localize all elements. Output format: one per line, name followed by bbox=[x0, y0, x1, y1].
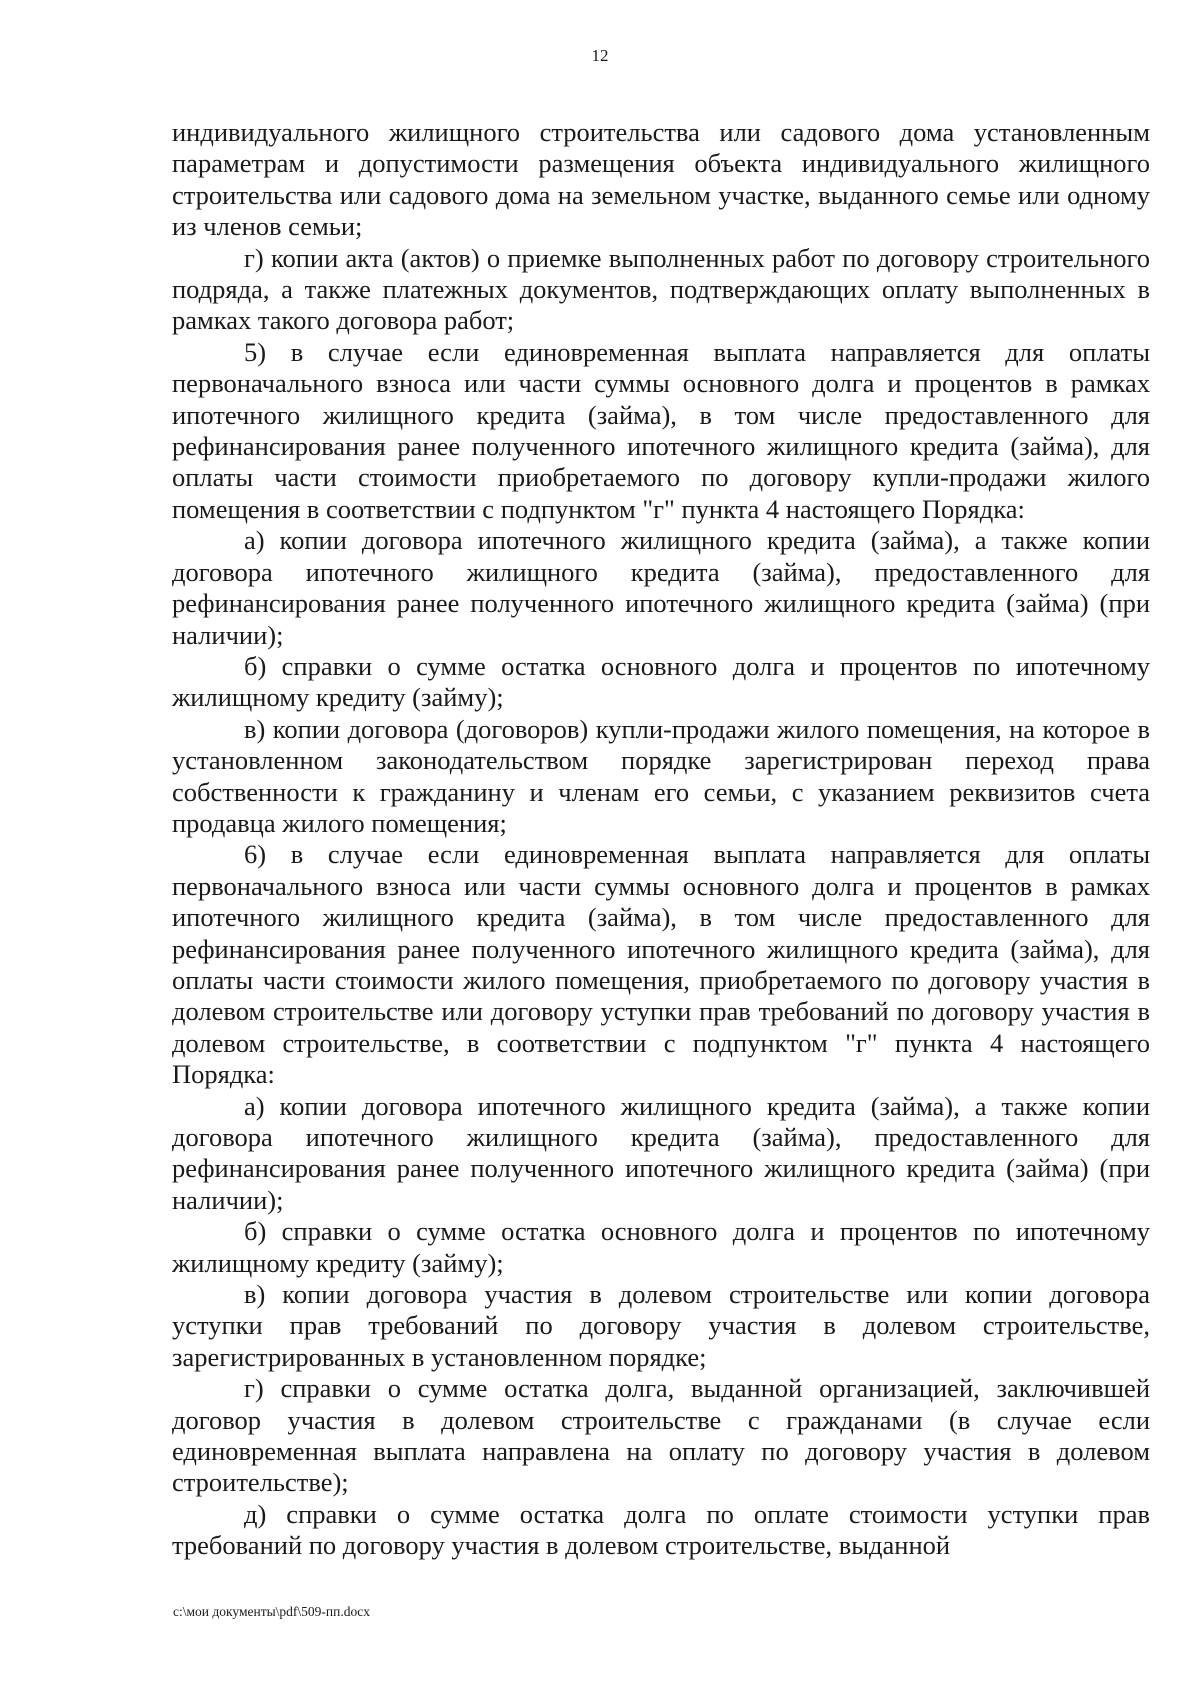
paragraph-item-6g-developer-certificate: г) справки о сумме остатка долга, выданной организацией, заключившей договор участия в долевом строительстве с гражданами (в случае если единовременная выплата направлена на оплату по договору участия в долевом строительстве); bbox=[172, 1373, 1150, 1498]
document-body bbox=[172, 117, 1150, 1562]
paragraph-item-6b-debt-certificate: б) справки о сумме остатка основного долга и процентов по ипотечному жилищному кредиту (займу); bbox=[172, 1216, 1150, 1278]
paragraph-item-g-act-copies: г) копии акта (актов) о приемке выполненных работ по договору строительного подряда, а также платежных документов, подтверждающих оплату выполненных в рамках такого договора работ; bbox=[172, 242, 1150, 336]
page-number: 12 bbox=[591, 46, 609, 65]
footer-file-path: c:\мои документы\pdf\509-пп.docx bbox=[173, 1604, 370, 1619]
paragraph-item-5a-loan-agreement: а) копии договора ипотечного жилищного кредита (займа), а также копии договора ипотечного жилищного кредита (займа), предоставленного для рефинансирования ранее полученного ипотечного жилищного кредита (займа) (при наличии); bbox=[172, 525, 1150, 650]
paragraph-continuation: индивидуального жилищного строительства или садового дома установленным параметрам и допустимости размещения объекта индивидуального жилищного строительства или садового дома на земельном участке, выданного семье или одному из членов семьи; bbox=[172, 117, 1150, 242]
paragraph-item-6v-participation-contract: в) копии договора участия в долевом строительстве или копии договора уступки прав требований по договору участия в долевом строительстве, зарегистрированных в установленном порядке; bbox=[172, 1279, 1150, 1372]
paragraph-item-6d-assignment-certificate: д) справки о сумме остатка долга по оплате стоимости уступки прав требований по договору участия в долевом строительстве, выданной bbox=[172, 1498, 1150, 1561]
paragraph-item-6a-loan-agreement: а) копии договора ипотечного жилищного кредита (займа), а также копии договора ипотечного жилищного кредита (займа), предоставленного для рефинансирования ранее полученного ипотечного жилищного кредита (займа) (при наличии); bbox=[172, 1090, 1150, 1215]
paragraph-item-5b-debt-certificate: б) справки о сумме остатка основного долга и процентов по ипотечному жилищному кредиту (займу); bbox=[172, 650, 1150, 713]
paragraph-item-5v-sale-contract: в) копии договора (договоров) купли-продажи жилого помещения, на которое в установленном законодательством порядке зарегистрирован переход права собственности к гражданину и членам его семьи, с указанием реквизитов счета продавца жилого помещения; bbox=[172, 713, 1150, 838]
paragraph-item-5-mortgage-purchase: 5) в случае если единовременная выплата направляется для оплаты первоначального взноса или части суммы основного долга и процентов в рамках ипотечного жилищного кредита (займа), в том числе предоставленного для рефинансирования ранее полученного ипотечного жилищного кредита (займа), для оплаты части стоимости приобретаемого по договору купли-продажи жилого помещения в соответствии с подпунктом "г" пункта 4 настоящего Порядка: bbox=[172, 336, 1150, 524]
paragraph-item-6-mortgage-shared-construction: 6) в случае если единовременная выплата направляется для оплаты первоначального взноса или части суммы основного долга и процентов в рамках ипотечного жилищного кредита (займа), в том числе предоставленного для рефинансирования ранее полученного ипотечного жилищного кредита (займа), для оплаты части стоимости жилого помещения, приобретаемого по договору участия в долевом строительстве или договору уступки прав требований по договору участия в долевом строительстве, в соответствии с подпунктом "г" пункта 4 настоящего Порядка: bbox=[172, 839, 1150, 1090]
